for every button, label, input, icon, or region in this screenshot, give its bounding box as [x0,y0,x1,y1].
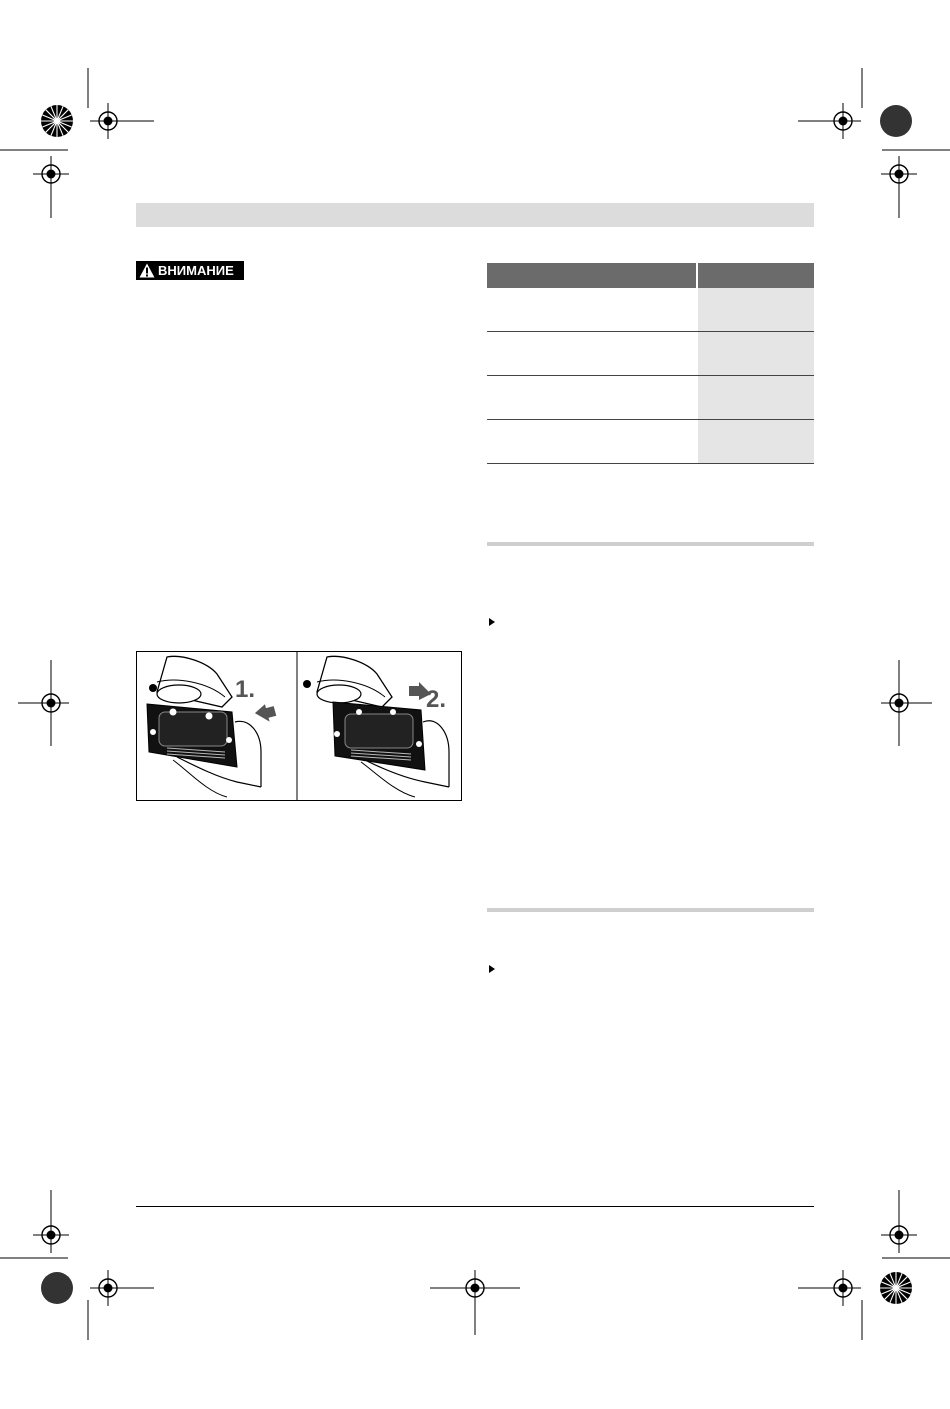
bullet-arrow-icon [489,965,495,973]
table-row [487,376,814,420]
battery-illustration [137,652,461,800]
table-row [487,332,814,376]
battery-removal-figure [136,651,462,801]
crop-mark-bottom-right [798,1190,950,1340]
crop-mark-middle-right [881,660,932,746]
step-1-label: 1. [235,676,256,703]
table-header-row [487,263,814,288]
table-cell [487,420,698,463]
crop-mark-top-left [0,68,154,218]
table-header-cell [487,263,698,288]
table-value-cell [698,288,814,331]
footer-rule [136,1206,814,1207]
section-divider [487,542,814,546]
crop-mark-bottom-left [0,1190,154,1340]
table-cell [487,376,698,419]
crop-mark-bottom-center [430,1270,520,1335]
bullet-arrow-icon [489,618,495,626]
table-value-cell [698,420,814,463]
table-cell [487,332,698,375]
table-value-cell [698,376,814,419]
step-2-label: 2. [426,686,447,713]
crop-mark-top-right [798,68,950,218]
warning-label-text: ВНИМАНИЕ [158,263,234,278]
table-value-cell [698,332,814,375]
section-divider [487,908,814,912]
warning-label [136,261,244,280]
warning-triangle-icon [139,263,155,278]
table-cell [487,288,698,331]
table-row [487,420,814,464]
crop-mark-middle-left [18,660,69,746]
page-header-bar [136,203,814,227]
illustration-step-1 [147,656,277,797]
table-row [487,288,814,332]
illustration-step-2 [303,656,449,797]
data-table [487,263,814,464]
table-header-cell [698,263,814,288]
